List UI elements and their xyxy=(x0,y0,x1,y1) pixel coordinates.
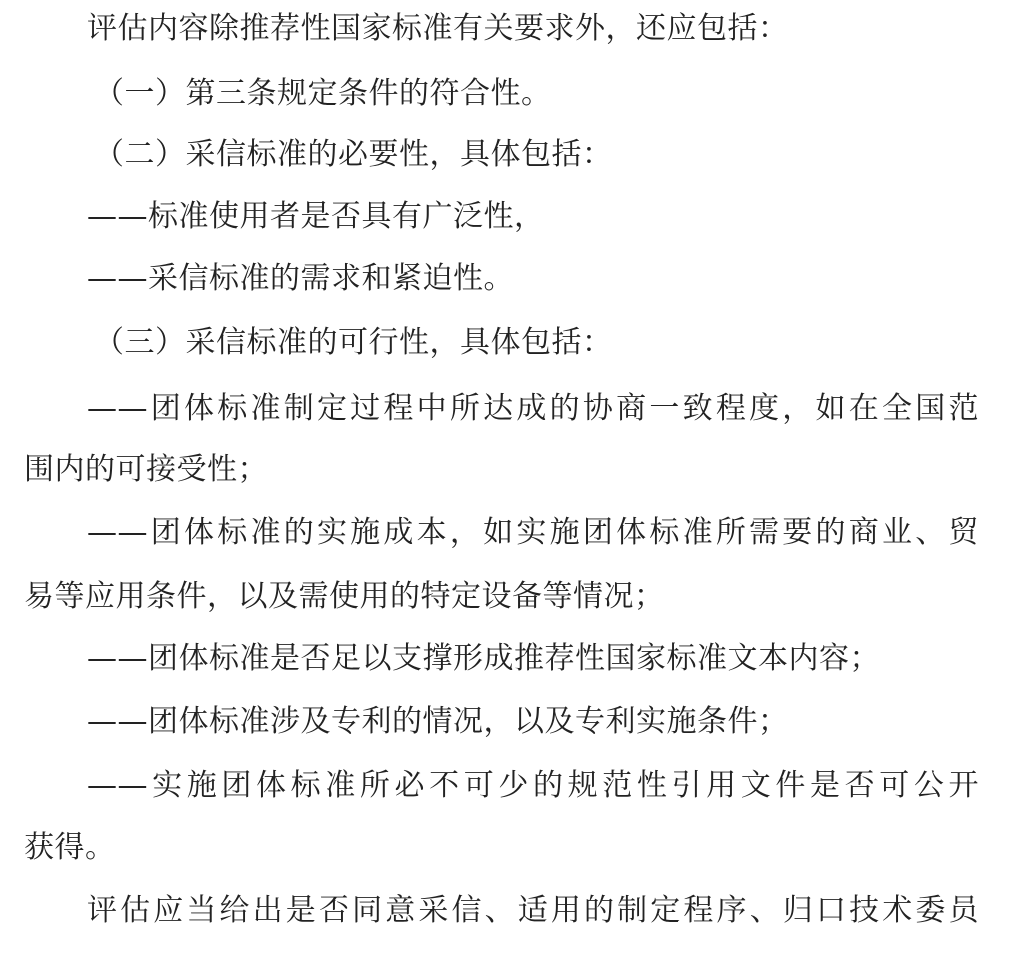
subitem-cost-cont: 易等应用条件，以及需使用的特定设备等情况； xyxy=(24,579,665,614)
subitem-consensus: ——团体标准制定过程中所达成的协商一致程度，如在全国范 xyxy=(87,391,979,426)
subitem-references-cont: 获得。 xyxy=(24,830,116,865)
item-three: （三）采信标准的可行性，具体包括： xyxy=(94,325,613,360)
paragraph-intro: 评估内容除推荐性国家标准有关要求外，还应包括： xyxy=(87,11,789,46)
subitem-consensus-cont: 围内的可接受性； xyxy=(24,452,268,487)
subitem-patent: ——团体标准涉及专利的情况，以及专利实施条件； xyxy=(87,704,789,739)
item-one: （一）第三条规定条件的符合性。 xyxy=(94,76,552,111)
subitem-references: ——实施团体标准所必不可少的规范性引用文件是否可公开 xyxy=(87,768,979,803)
item-two: （二）采信标准的必要性，具体包括： xyxy=(94,137,613,172)
paragraph-evaluation: 评估应当给出是否同意采信、适用的制定程序、归口技术委员 xyxy=(87,893,979,928)
subitem-widespread: ——标准使用者是否具有广泛性， xyxy=(87,199,545,234)
subitem-support: ——团体标准是否足以支撑形成推荐性国家标准文本内容； xyxy=(87,641,880,676)
subitem-urgency: ——采信标准的需求和紧迫性。 xyxy=(87,261,514,296)
subitem-cost: ——团体标准的实施成本，如实施团体标准所需要的商业、贸 xyxy=(87,515,979,550)
